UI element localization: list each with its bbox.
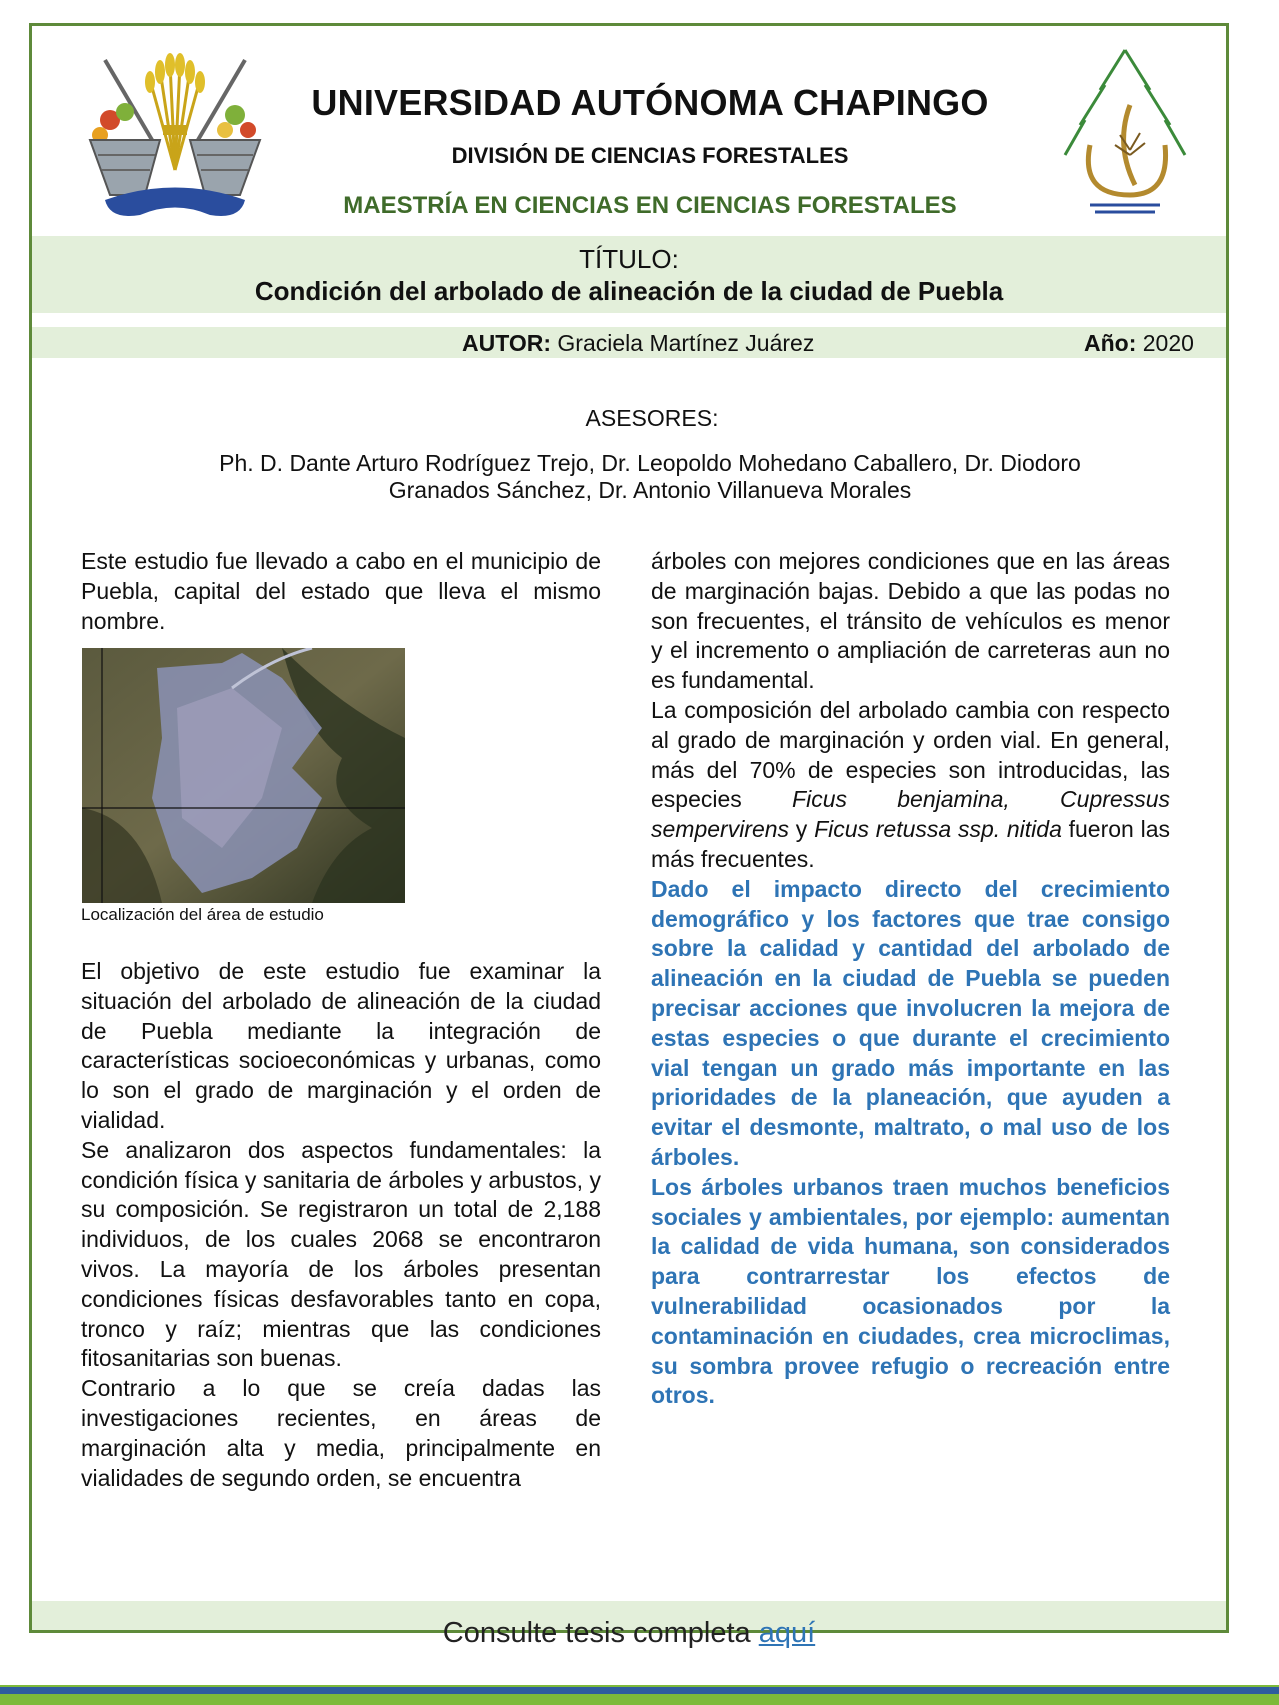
thesis-title: Condición del arbolado de alineación de la ciudad de Puebla bbox=[254, 276, 1004, 306]
left-column-body bbox=[81, 957, 601, 1493]
map-caption: Localización del área de estudio bbox=[81, 905, 324, 924]
analysis-paragraph: Se analizaron dos aspectos fundamentales: la condición física y sanitaria de árboles y arbustos, y su composición. Se registraron un total de 2,188 individuos, de los cuales 2068 se encontraron vivos. La mayoría de los árboles presentan condiciones físicas desfavorables tanto en copa, tronco y raíz; mientras que las condiciones fitosanitarias son buenas. bbox=[81, 1136, 601, 1372]
year-label: Año: bbox=[1084, 330, 1137, 356]
impact-paragraph: Dado el impacto directo del crecimiento demográfico y los factores que trae consigo sobre la calidad y cantidad del arbolado de alineación en la ciudad de Puebla se pueden precisar acciones que involucren la mejora de estas especies o que durante el crecimiento vial tengan un grado más importante en las prioridades de la planeación, que ayuden a evitar el desmonte, maltrato, o mal uso de los árboles. bbox=[651, 875, 1170, 1170]
advisors-names: Ph. D. Dante Arturo Rodríguez Trejo, Dr. Leopoldo Mohedano Caballero, Dr. Diodoro Granados Sánchez, Dr. Antonio Villanueva Morales bbox=[219, 450, 1081, 503]
title-label: TÍTULO: bbox=[579, 244, 679, 274]
year-value: 2020 bbox=[1142, 330, 1194, 356]
chapingo-emblem-logo bbox=[80, 50, 270, 225]
contrary-paragraph: Contrario a lo que se creía dadas las investigaciones recientes, en áreas de marginación alta y media, principalmente en vialidades de segundo orden, se encuentra bbox=[81, 1375, 601, 1491]
benefits-paragraph: Los árboles urbanos traen muchos beneficios sociales y ambientales, por ejemplo: aumentan la calidad de vida humana, son considerados para contrarrestar los efectos de vulnerabilidad ocasionados por la contaminación en ciudades, crea microclimas, su sombra provee refugio o recreación entre otros. bbox=[651, 1173, 1170, 1409]
year-line bbox=[1084, 330, 1194, 357]
forestry-division-logo bbox=[1060, 45, 1190, 220]
full-thesis-link[interactable]: aquí bbox=[758, 1617, 816, 1649]
author-line bbox=[462, 330, 814, 357]
advisors-label: ASESORES: bbox=[585, 405, 719, 431]
right-column-body bbox=[651, 547, 1170, 1411]
author-label: AUTOR: bbox=[462, 330, 552, 356]
program-name: MAESTRÍA EN CIENCIAS EN CIENCIAS FORESTALES bbox=[343, 192, 957, 219]
university-name: UNIVERSIDAD AUTÓNOMA CHAPINGO bbox=[311, 82, 989, 123]
conditions-paragraph: árboles con mejores condiciones que en las áreas de marginación bajas. Debido a que las podas no son frecuentes, el tránsito de vehículos es menor y el incremento o ampliación de carreteras aun no es fundamental. bbox=[651, 548, 1170, 694]
bottom-blue-bar bbox=[0, 1687, 1279, 1694]
footer-text: Consulte tesis completa aquí bbox=[442, 1617, 816, 1649]
author-name: Graciela Martínez Juárez bbox=[557, 330, 815, 356]
objective-paragraph: El objetivo de este estudio fue examinar la situación del arbolado de alineación de la ciudad de Puebla mediante la integración de características socioeconómicas y urbanas, como lo son el grado de marginación y el orden de vialidad. bbox=[81, 958, 601, 1133]
intro-paragraph: Este estudio fue llevado a cabo en el municipio de Puebla, capital del estado que lleva el mismo nombre. bbox=[81, 548, 601, 634]
species-names-2: Ficus retussa ssp. nitida bbox=[814, 816, 1062, 843]
composition-paragraph: La composición del arbolado cambia con respecto al grado de marginación y orden vial. En general, más del 70% de especies son introducidas, las especies Ficus benjamina, Cupressus sempervirens y Ficus retussa ssp. nitida fueron las más frecuentes. bbox=[651, 696, 1170, 872]
division-name: DIVISIÓN DE CIENCIAS FORESTALES bbox=[451, 143, 849, 168]
species-names-1: Ficus benjamina, Cupressus sempervirens bbox=[651, 786, 1170, 843]
study-area-map-image bbox=[82, 648, 405, 903]
